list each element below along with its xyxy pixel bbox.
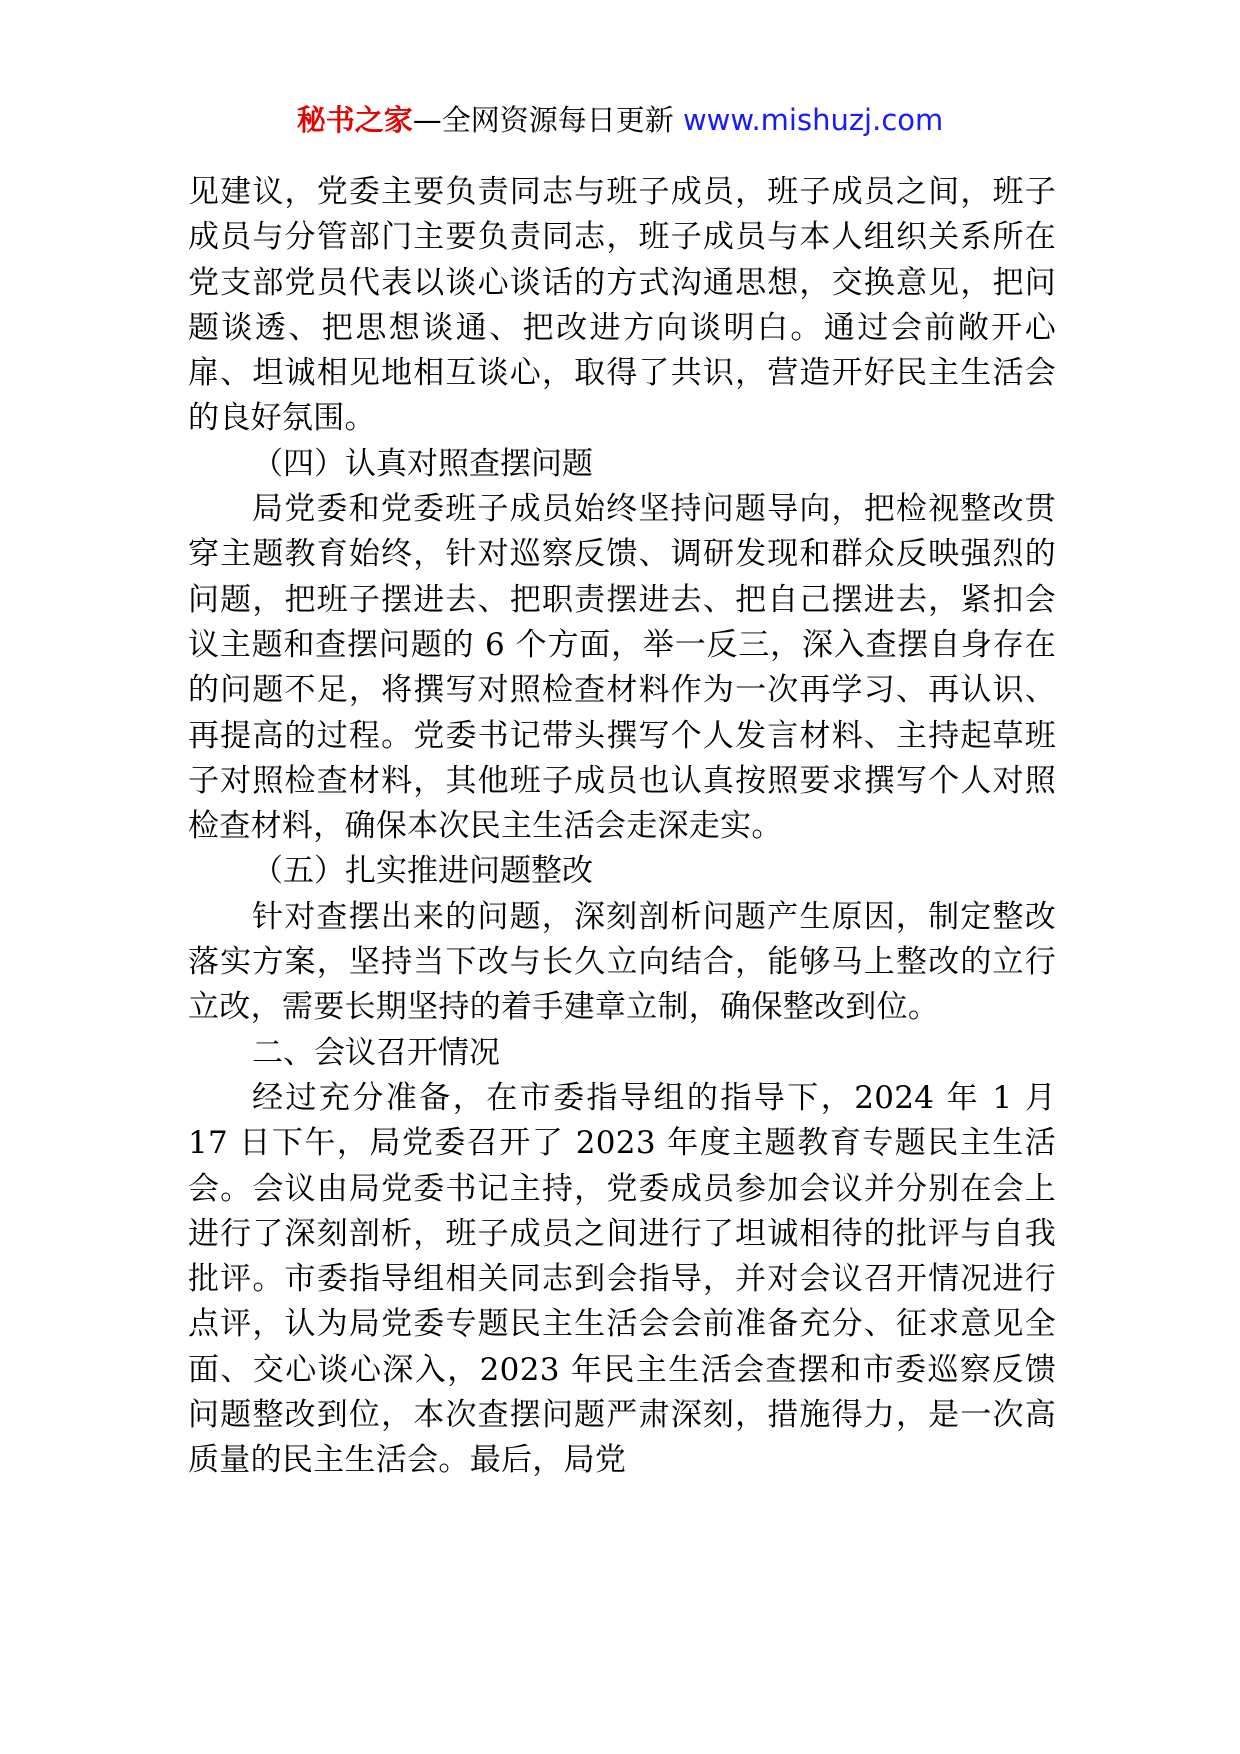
section-heading-4: （四）认真对照查摆问题 <box>252 445 593 482</box>
document-body <box>188 170 1056 1484</box>
section-heading-5: （五）扎实推进问题整改 <box>252 853 593 890</box>
paragraph-meeting: 经过充分准备，在市委指导组的指导下，2024 年 1 月 17 日下午，局党委召开了 2023 年度主题教育专题民主生活会。会议由局党委书记主持，党委成员参加会议并分别在会上进行了深刻剖析，班子成员之间进行了坦诚相待的批评与自我批评。市委指导组相关同志到会指导，并对会议召开情况进行点评，认为局党委专题民主生活会会前准备充分、征求意见全面、交心谈心深入，2023 年民主生活会查摆和市委巡察反馈问题整改到位，本次查摆问题严肃深刻，措施得力，是一次高质量的民主生活会。最后，局党 <box>188 1079 1056 1479</box>
site-header <box>0 100 1240 140</box>
paragraph-rectification: 针对查摆出来的问题，深刻剖析问题产生原因，制定整改落实方案，坚持当下改与长久立向结合，能够马上整改的立行立改，需要长期坚持的着手建章立制，确保整改到位。 <box>188 898 1056 1026</box>
paragraph-problems: 局党委和党委班子成员始终坚持问题导向，把检视整改贯穿主题教育始终，针对巡察反馈、调研发现和群众反映强烈的问题，把班子摆进去、把职责摆进去、把自己摆进去，紧扣会议主题和查摆问题的 6 个方面，举一反三，深入查摆自身存在的问题不足，将撰写对照检查材料作为一次再学习、再认识、再提高的过程。党委书记带头撰写个人发言材料、主持起草班子对照检查材料，其他班子成员也认真按照要求撰写个人对照检查材料，确保本次民主生活会走深走实。 <box>188 491 1056 845</box>
section-heading-2: 二、会议召开情况 <box>252 1034 500 1071</box>
site-url-link[interactable]: www.mishuzj.com <box>682 103 944 137</box>
paragraph-talks: 见建议，党委主要负责同志与班子成员，班子成员之间，班子成员与分管部门主要负责同志，班子成员与本人组织关系所在党支部党员代表以谈心谈话的方式沟通思想，交换意见，把问题谈透、把思想谈通、把改进方向谈明白。通过会前敞开心扉、坦诚相见地相互谈心，取得了共识，营造开好民主生活会的良好氛围。 <box>188 174 1056 437</box>
header-tagline: —全网资源每日更新 <box>412 103 683 137</box>
brand-name: 秘书之家 <box>296 103 413 137</box>
